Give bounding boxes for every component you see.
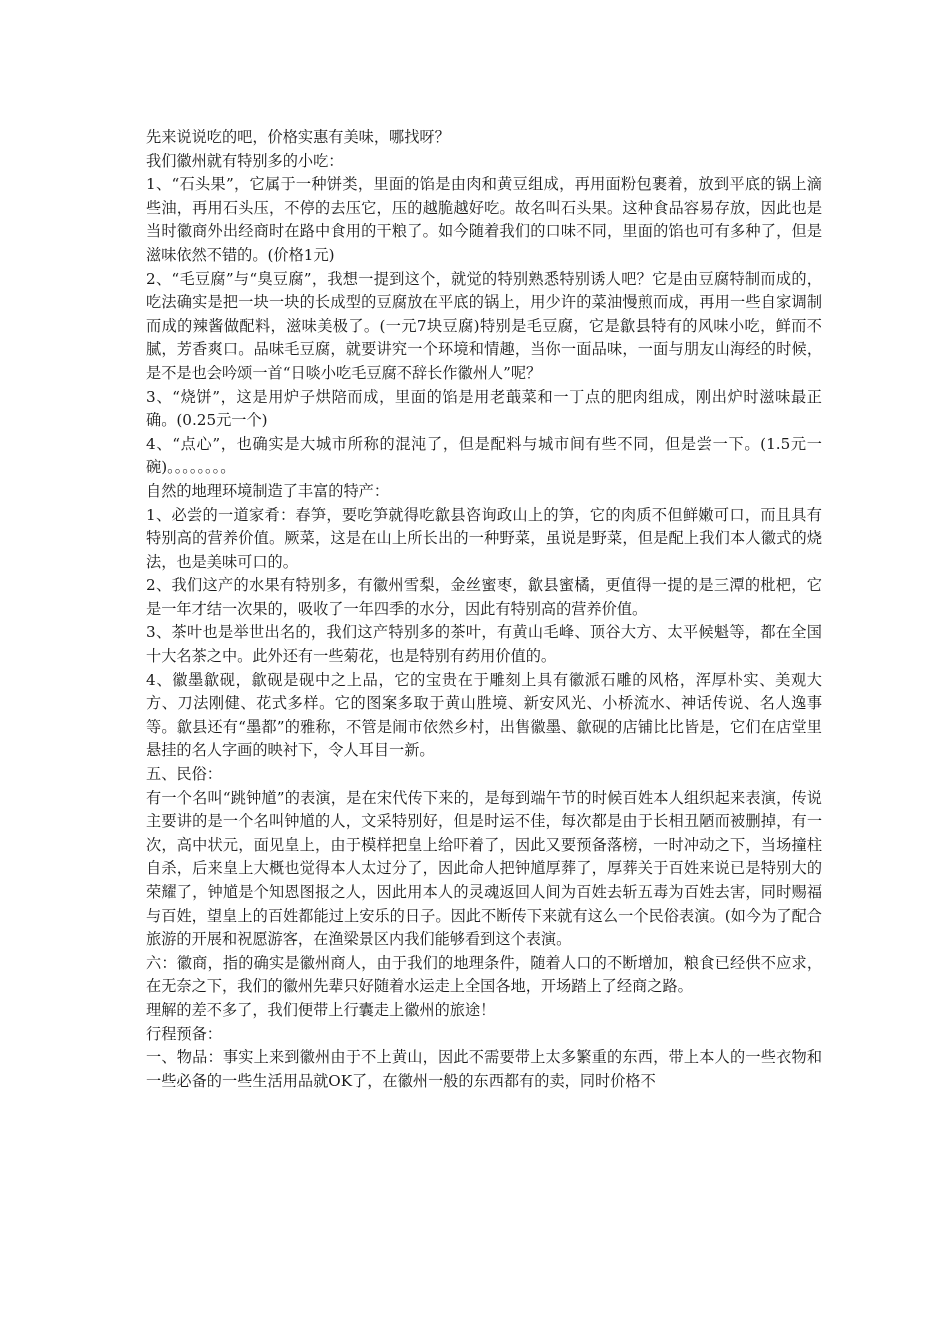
- document-body: [146, 126, 822, 1093]
- paragraph-specialty-1: 1、必尝的一道家肴：春笋，要吃笋就得吃歙县咨询政山上的笋，它的肉质不但鲜嫩可口，而且具有特别高的营养价值。厥菜，这是在山上所长出的一种野菜，虽说是野菜，但是配上我们本人徽式的烧法，也是美味可口的。: [146, 505, 822, 571]
- paragraph-specialty-4: 4、徽墨歙砚，歙砚是砚中之上品，它的宝贵在于雕刻上具有徽派石雕的风格，浑厚朴实、美观大方、刀法刚健、花式多样。它的图案多取于黄山胜境、新安风光、小桥流水、神话传说、名人逸事等。歙县还有“墨都”的雅称，不管是闹市依然乡村，出售徽墨、歙砚的店铺比比皆是，它们在店堂里悬挂的名人字画的映衬下，令人耳目一新。: [146, 670, 822, 760]
- paragraph-intro: 先来说说吃的吧，价格实惠有美味，哪找呀？: [146, 128, 450, 146]
- paragraph-folk-heading: 五、民俗：: [146, 765, 222, 784]
- paragraph-specialty-3: 3、茶叶也是举世出名的，我们这产特别多的茶叶，有黄山毛峰、顶谷大方、太平候魁等，都在全国十大名茶之中。此外还有一些菊花，也是特别有药用价值的。: [146, 623, 822, 666]
- paragraph-items: 一、物品：事实上来到徽州由于不上黄山，因此不需要带上太多繁重的东西，带上本人的一些衣物和一些必备的一些生活用品就OK了，在徽州一般的东西都有的卖，同时价格不: [146, 1048, 822, 1090]
- paragraph-snack-1: 1、“石头果”，它属于一种饼类，里面的馅是由肉和黄豆组成，再用面粉包裹着，放到平底的锅上滴些油，再用石头压，不停的去压它，压的越脆越好吃。故名叫石头果。这种食品容易存放，因此也是当时徽商外出经商时在路中食用的干粮了。如今随着我们的口味不同，里面的馅也可有多种了，但是滋味依然不错的。(价格1元): [146, 175, 822, 264]
- paragraph-transition: 理解的差不多了，我们便带上行囊走上徽州的旅途！: [146, 1000, 496, 1019]
- paragraph-itinerary-heading: 行程预备：: [146, 1024, 222, 1043]
- paragraph-snacks-heading: 我们徽州就有特别多的小吃：: [146, 151, 344, 170]
- paragraph-snack-4: 4、“点心”，也确实是大城市所称的混沌了，但是配料与城市间有些不同，但是尝一下。(1.5元一碗)。。。。。。。。: [146, 434, 822, 477]
- paragraph-merchants: 六：徽商，指的确实是徽州商人，由于我们的地理条件，随着人口的不断增加，粮食已经供不应求，在无奈之下，我们的徽州先辈只好随着水运走上全国各地，开场踏上了经商之路。: [146, 953, 822, 996]
- paragraph-specialty-2: 2、我们这产的水果有特别多，有徽州雪梨，金丝蜜枣，歙县蜜橘，更值得一提的是三潭的枇杷，它是一年才结一次果的，吸收了一年四季的水分，因此有特别高的营养价值。: [146, 576, 822, 618]
- paragraph-snack-2: 2、“毛豆腐”与“臭豆腐”，我想一提到这个，就觉的特别熟悉特别诱人吧？它是由豆腐特制而成的，吃法确实是把一块一块的长成型的豆腐放在平底的锅上，用少许的菜油慢煎而成，再用一些自家调制而成的辣酱做配料，滋味美极了。(一元7块豆腐)特别是毛豆腐，它是歙县特有的风味小吃，鲜而不腻，芳香爽口。品味毛豆腐，就要讲究一个环境和情趣，当你一面品味，一面与朋友山海经的时候，是不是也会吟颂一首“日啖小吃毛豆腐不辞长作徽州人”呢？: [146, 269, 822, 382]
- paragraph-specialties-heading: 自然的地理环境制造了丰富的特产：: [146, 481, 389, 500]
- paragraph-folk-story: 有一个名叫“跳钟馗”的表演，是在宋代传下来的，是每到端午节的时候百姓本人组织起来表演，传说主要讲的是一个名叫钟馗的人，文采特别好，但是时运不佳，每次都是由于长相丑陋而被删掉，有一次，高中状元，面见皇上，由于模样把皇上给吓着了，因此又要预备落榜，一时冲动之下，当场撞柱自杀，后来皇上大概也觉得本人太过分了，因此命人把钟馗厚葬了，厚葬关于百姓来说已是特别大的荣耀了，钟馗是个知恩图报之人，因此用本人的灵魂返回人间为百姓去斩五毒为百姓去害，同时赐福与百姓，望皇上的百姓都能过上安乐的日子。因此不断传下来就有这么一个民俗表演。(如今为了配合旅游的开展和祝愿游客，在渔梁景区内我们能够看到这个表演。: [146, 788, 822, 949]
- paragraph-snack-3: 3、“烧饼”，这是用炉子烘陪而成，里面的馅是用老蕺菜和一丁点的肥肉组成，刚出炉时滋味最正确。(0.25元一个): [146, 387, 822, 430]
